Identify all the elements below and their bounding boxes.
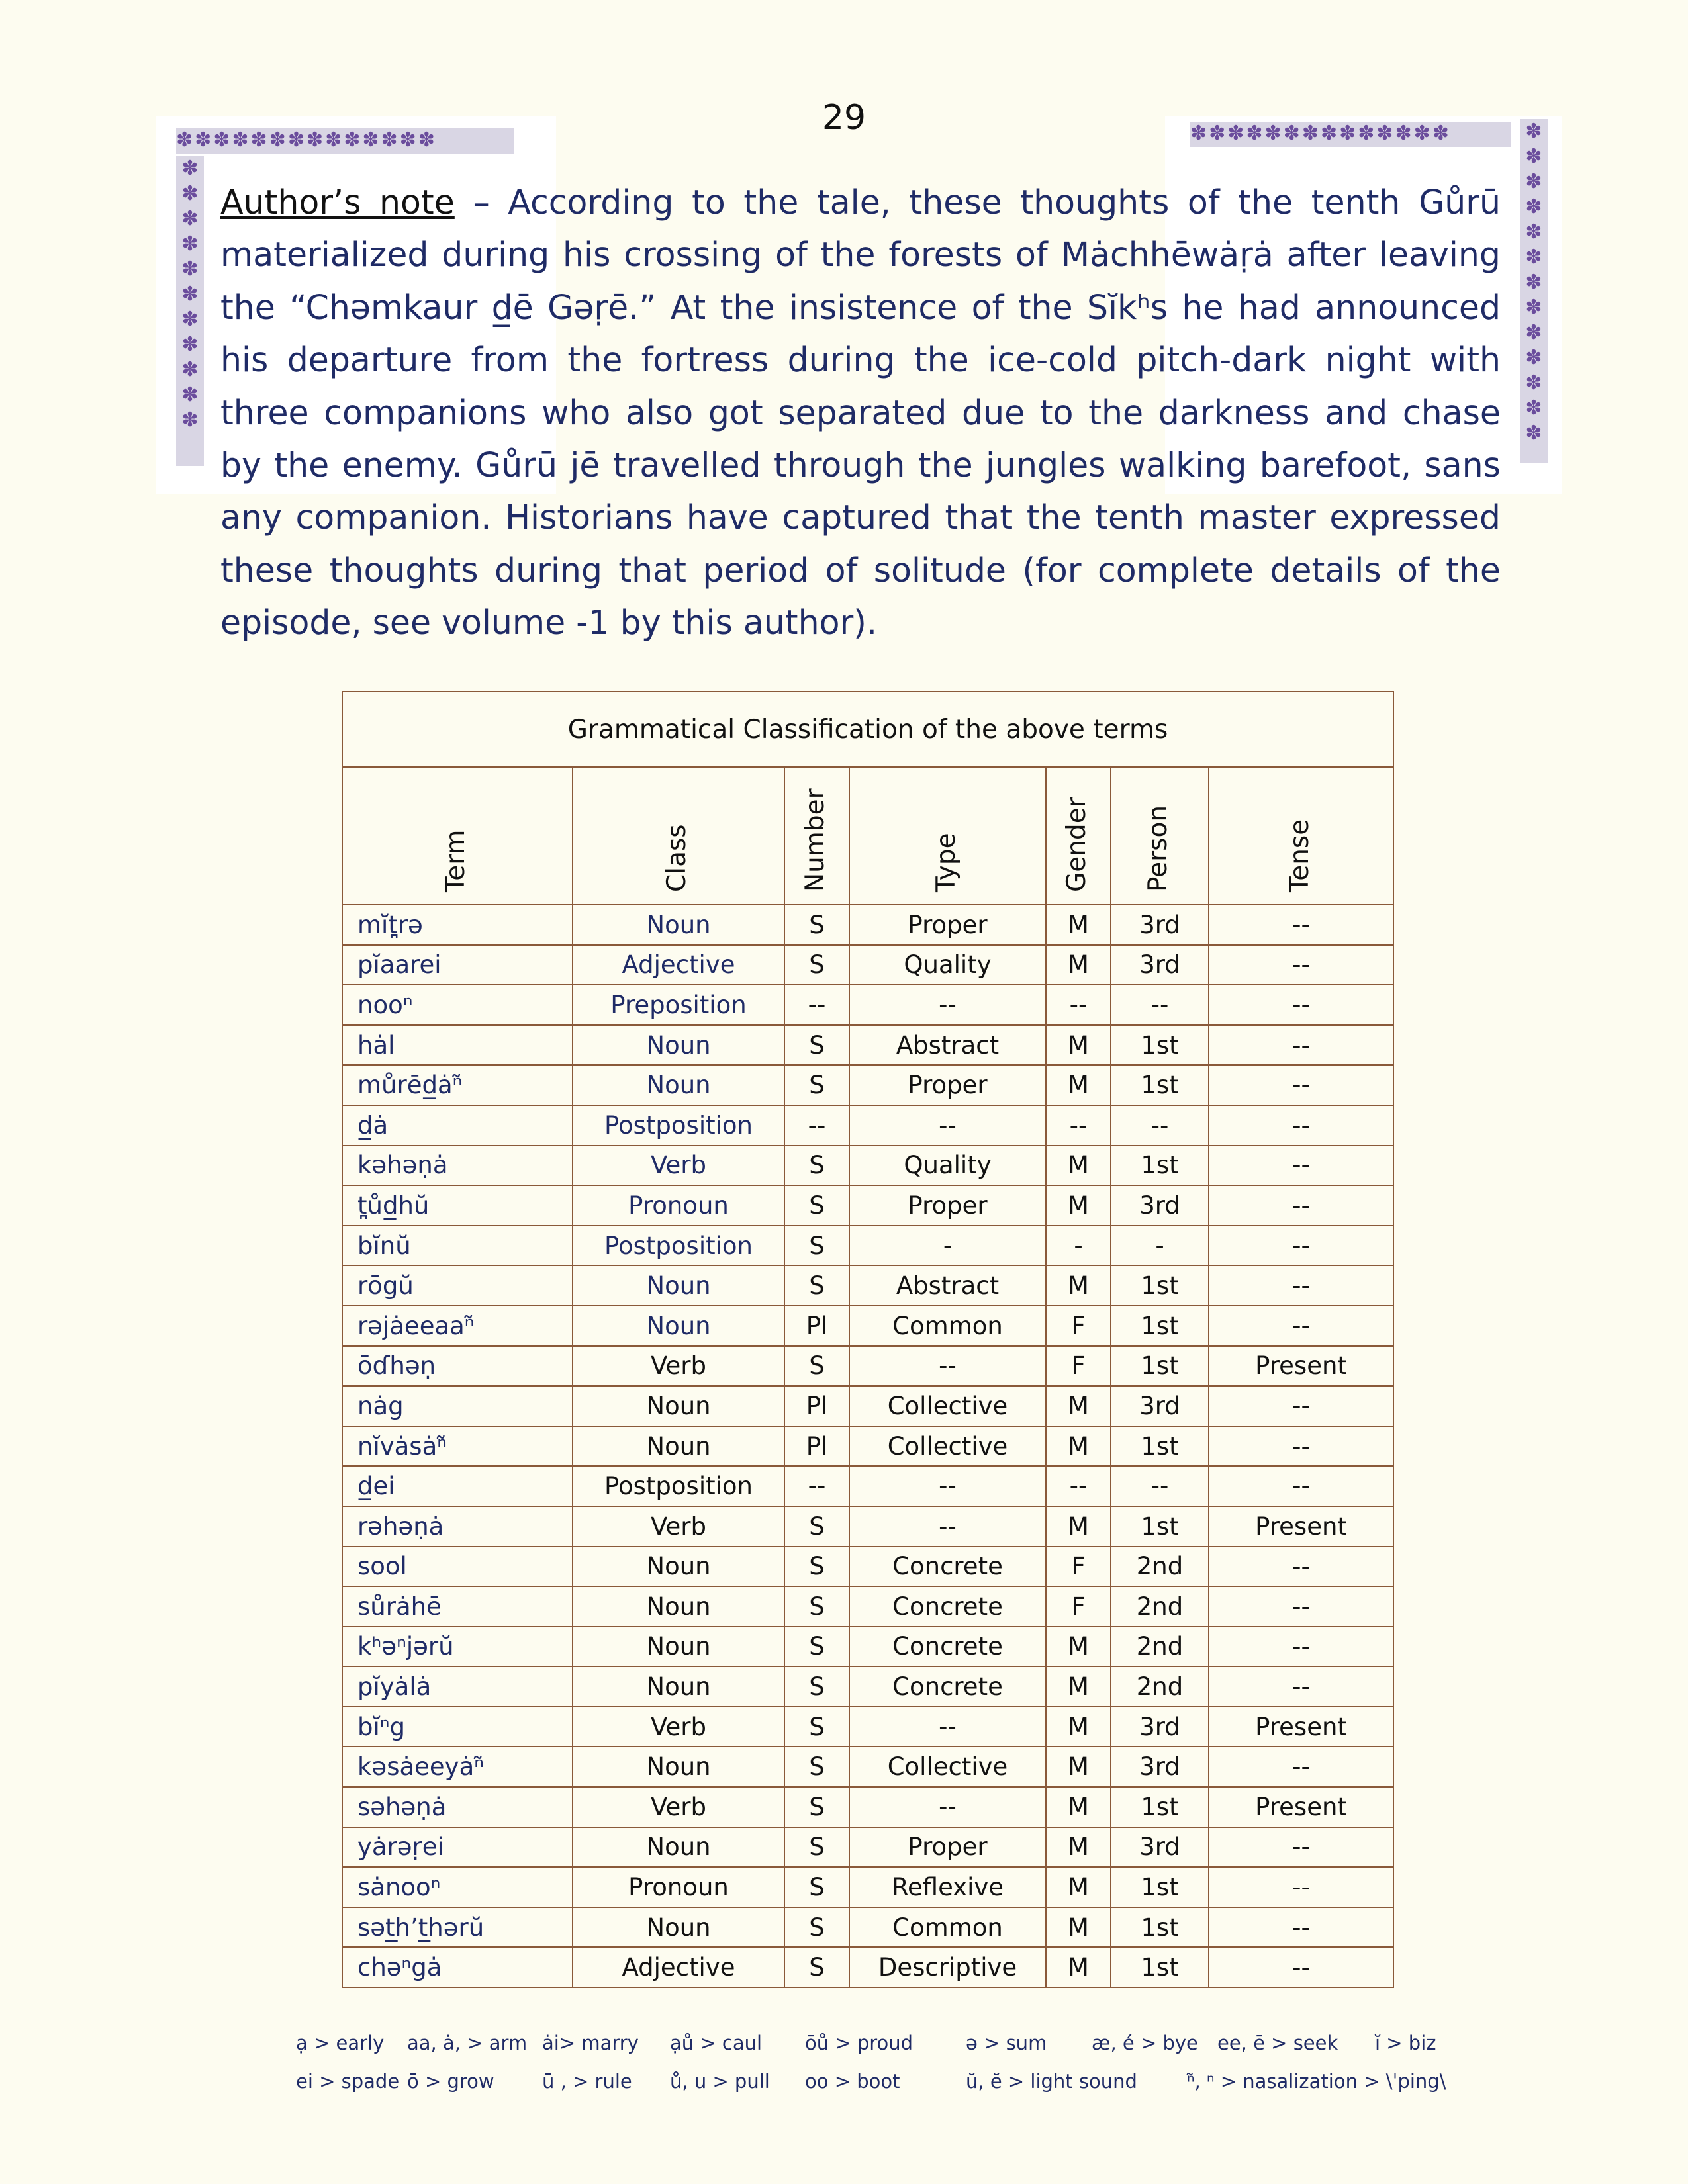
author-note <box>220 176 1501 649</box>
cell-term: pĭyȧlȧ <box>342 1666 573 1707</box>
column-header-person <box>1111 767 1209 905</box>
table-row <box>342 1867 1393 1907</box>
table-row <box>342 1065 1393 1105</box>
column-header-label: Gender <box>1062 797 1092 892</box>
cell-type: Proper <box>849 905 1046 945</box>
cell-tense: -- <box>1209 1065 1393 1105</box>
cell-gender: M <box>1046 1827 1111 1868</box>
cell-person: 1st <box>1111 1265 1209 1306</box>
cell-class: Verb <box>573 1707 784 1747</box>
cell-tense: -- <box>1209 1386 1393 1426</box>
cell-term: rəhəṇȧ <box>342 1506 573 1547</box>
cell-gender: M <box>1046 1627 1111 1667</box>
cell-person: 2nd <box>1111 1666 1209 1707</box>
table-caption: Grammatical Classification of the above terms <box>342 692 1393 767</box>
cell-type: Proper <box>849 1065 1046 1105</box>
cell-person: 1st <box>1111 1146 1209 1186</box>
cell-person: 2nd <box>1111 1627 1209 1667</box>
table-row <box>342 1426 1393 1467</box>
cell-type: Concrete <box>849 1547 1046 1587</box>
cell-gender: F <box>1046 1547 1111 1587</box>
cell-person: -- <box>1111 1466 1209 1506</box>
cell-class: Noun <box>573 1666 784 1707</box>
cell-type: Common <box>849 1907 1046 1948</box>
column-header-label: Number <box>800 788 830 892</box>
cell-number: S <box>784 1025 849 1066</box>
cell-person: 2nd <box>1111 1547 1209 1587</box>
legend-item: oo > boot <box>805 2070 900 2093</box>
column-header-label: Type <box>931 833 961 892</box>
table-row <box>342 1787 1393 1827</box>
grammar-table <box>342 691 1394 1988</box>
table-row <box>342 1506 1393 1547</box>
cell-type: Proper <box>849 1827 1046 1868</box>
column-header-label: Class <box>662 824 692 892</box>
cell-term: můrēd̲ȧⁿ̃ <box>342 1065 573 1105</box>
column-header-label: Tense <box>1284 819 1315 892</box>
cell-tense: -- <box>1209 1306 1393 1346</box>
cell-tense: -- <box>1209 1146 1393 1186</box>
table-row <box>342 1547 1393 1587</box>
cell-gender: -- <box>1046 985 1111 1025</box>
cell-person: 3rd <box>1111 1707 1209 1747</box>
legend-item: ĭ > biz <box>1375 2032 1436 2054</box>
table-row <box>342 1586 1393 1627</box>
cell-class: Noun <box>573 1065 784 1105</box>
cell-person: 3rd <box>1111 1386 1209 1426</box>
cell-number: -- <box>784 1466 849 1506</box>
cell-tense: -- <box>1209 1426 1393 1467</box>
cell-tense: -- <box>1209 1827 1393 1868</box>
cell-term: bĭⁿg <box>342 1707 573 1747</box>
table-row <box>342 945 1393 985</box>
cell-person: 3rd <box>1111 905 1209 945</box>
legend-item: ū , > rule <box>542 2070 632 2093</box>
cell-number: S <box>784 1586 849 1627</box>
cell-gender: M <box>1046 1506 1111 1547</box>
cell-number: S <box>784 1065 849 1105</box>
table-row <box>342 1827 1393 1868</box>
cell-term: nĭvȧsȧⁿ̃ <box>342 1426 573 1467</box>
cell-class: Postposition <box>573 1105 784 1146</box>
cell-class: Preposition <box>573 985 784 1025</box>
cell-term: mĭt̪rə <box>342 905 573 945</box>
cell-number: Pl <box>784 1306 849 1346</box>
cell-tense: -- <box>1209 1627 1393 1667</box>
cell-term: pĭaarei <box>342 945 573 985</box>
cell-person: 1st <box>1111 1867 1209 1907</box>
legend-item: ō > grow <box>407 2070 494 2093</box>
column-header-gender <box>1046 767 1111 905</box>
cell-person: 1st <box>1111 1025 1209 1066</box>
cell-number: S <box>784 1506 849 1547</box>
cell-tense: -- <box>1209 1666 1393 1707</box>
cell-term: chəⁿgȧ <box>342 1947 573 1987</box>
cell-number: S <box>784 1747 849 1787</box>
cell-number: S <box>784 1787 849 1827</box>
cell-number: S <box>784 905 849 945</box>
cell-gender: M <box>1046 1386 1111 1426</box>
cell-type: Reflexive <box>849 1867 1046 1907</box>
cell-type: -- <box>849 1466 1046 1506</box>
cell-class: Noun <box>573 1265 784 1306</box>
cell-gender: M <box>1046 1947 1111 1987</box>
cell-number: Pl <box>784 1426 849 1467</box>
table-row <box>342 1265 1393 1306</box>
cell-tense: Present <box>1209 1787 1393 1827</box>
cell-type: Collective <box>849 1747 1046 1787</box>
cell-term: nȧg <box>342 1386 573 1426</box>
legend-item: aa, ȧ, > arm <box>407 2032 528 2054</box>
table-row <box>342 1907 1393 1948</box>
table-row <box>342 1346 1393 1387</box>
cell-gender: M <box>1046 1747 1111 1787</box>
cell-person: -- <box>1111 985 1209 1025</box>
cell-tense: -- <box>1209 1226 1393 1266</box>
cell-gender: - <box>1046 1226 1111 1266</box>
page-number: 29 <box>821 98 867 138</box>
cell-tense: -- <box>1209 945 1393 985</box>
cell-number: S <box>784 1867 849 1907</box>
table-row <box>342 1947 1393 1987</box>
cell-number: S <box>784 1707 849 1747</box>
legend-item: ạů > caul <box>670 2032 763 2054</box>
column-header-term <box>342 767 573 905</box>
cell-tense: Present <box>1209 1346 1393 1387</box>
cell-class: Noun <box>573 1907 784 1948</box>
table-row <box>342 1185 1393 1226</box>
cell-number: S <box>784 1265 849 1306</box>
cell-term: hȧl <box>342 1025 573 1066</box>
cell-term: ōɗhəṇ <box>342 1346 573 1387</box>
legend-item: ⁿ̃, ⁿ > nasalization > \ˈping\ <box>1187 2070 1446 2093</box>
cell-term: sůrȧhē <box>342 1586 573 1627</box>
legend-item: ȧi> marry <box>542 2032 639 2054</box>
cell-class: Pronoun <box>573 1867 784 1907</box>
cell-term: d̲ȧ <box>342 1105 573 1146</box>
cell-number: Pl <box>784 1386 849 1426</box>
cell-class: Postposition <box>573 1226 784 1266</box>
cell-type: -- <box>849 1787 1046 1827</box>
cell-number: S <box>784 945 849 985</box>
cell-term: kəsȧeeyȧⁿ̃ <box>342 1747 573 1787</box>
table-row <box>342 1466 1393 1506</box>
table-row <box>342 1627 1393 1667</box>
cell-term: rōgŭ <box>342 1265 573 1306</box>
legend-item: ạ > early <box>296 2032 385 2054</box>
table-row <box>342 1386 1393 1426</box>
cell-number: S <box>784 1947 849 1987</box>
cell-class: Verb <box>573 1346 784 1387</box>
cell-class: Noun <box>573 1747 784 1787</box>
cell-gender: M <box>1046 945 1111 985</box>
column-header-class <box>573 767 784 905</box>
cell-class: Pronoun <box>573 1185 784 1226</box>
cell-type: - <box>849 1226 1046 1266</box>
cell-tense: -- <box>1209 1586 1393 1627</box>
cell-person: 1st <box>1111 1306 1209 1346</box>
column-header-tense <box>1209 767 1393 905</box>
cell-class: Noun <box>573 1025 784 1066</box>
cell-tense: -- <box>1209 1025 1393 1066</box>
cell-gender: M <box>1046 1787 1111 1827</box>
cell-person: 3rd <box>1111 1827 1209 1868</box>
flower-border-right: ✽✽✽✽✽✽✽✽✽✽✽✽✽ <box>1520 119 1548 463</box>
cell-term: səhəṇȧ <box>342 1787 573 1827</box>
cell-gender: -- <box>1046 1466 1111 1506</box>
cell-type: -- <box>849 1105 1046 1146</box>
cell-gender: F <box>1046 1586 1111 1627</box>
cell-tense: -- <box>1209 1947 1393 1987</box>
cell-number: S <box>784 1627 849 1667</box>
cell-type: -- <box>849 1346 1046 1387</box>
flower-border-top-left: ✽✽✽✽✽✽✽✽✽✽✽✽✽✽ <box>176 128 514 154</box>
cell-term: d̲ei <box>342 1466 573 1506</box>
flower-border-left: ✽✽✽✽✽✽✽✽✽✽✽ <box>176 156 204 466</box>
cell-gender: M <box>1046 1146 1111 1186</box>
table-row <box>342 1747 1393 1787</box>
cell-person: - <box>1111 1226 1209 1266</box>
cell-type: Proper <box>849 1185 1046 1226</box>
cell-class: Adjective <box>573 1947 784 1987</box>
cell-person: 1st <box>1111 1506 1209 1547</box>
cell-gender: F <box>1046 1306 1111 1346</box>
cell-class: Verb <box>573 1787 784 1827</box>
table-row <box>342 1025 1393 1066</box>
cell-type: Concrete <box>849 1627 1046 1667</box>
cell-person: 1st <box>1111 1907 1209 1948</box>
flower-border-top-right: ✽✽✽✽✽✽✽✽✽✽✽✽✽✽ <box>1190 122 1511 147</box>
cell-class: Verb <box>573 1506 784 1547</box>
cell-type: Concrete <box>849 1586 1046 1627</box>
table-row <box>342 1306 1393 1346</box>
table-row <box>342 1146 1393 1186</box>
cell-person: 1st <box>1111 1426 1209 1467</box>
cell-type: Quality <box>849 945 1046 985</box>
cell-person: -- <box>1111 1105 1209 1146</box>
cell-class: Noun <box>573 1306 784 1346</box>
author-note-body: – According to the tale, these thoughts of the tenth Gůrū materialized during his crossing of the forests of Mȧchhēwȧṛȧ after leaving the “Chəmkaur d̲ē Gəṛē.” At the insistence of the Sĭkʰs he had announced his departure from the fortress during the ice-cold pitch-dark night with three companions who also got separated due to the darkness and chase by the enemy. Gůrū jē travelled through the jungles walking barefoot, sans any companion. Historians have captured that the tenth master expressed these thoughts during that period of solitude (for complete details of the episode, see volume -1 by this author). <box>220 183 1501 643</box>
cell-gender: M <box>1046 1707 1111 1747</box>
cell-tense: Present <box>1209 1707 1393 1747</box>
legend-item: æ, é > bye <box>1092 2032 1198 2054</box>
cell-class: Noun <box>573 905 784 945</box>
cell-number: S <box>784 1146 849 1186</box>
cell-tense: -- <box>1209 1265 1393 1306</box>
table-row <box>342 1105 1393 1146</box>
cell-class: Noun <box>573 1426 784 1467</box>
cell-tense: -- <box>1209 905 1393 945</box>
cell-number: -- <box>784 1105 849 1146</box>
cell-class: Noun <box>573 1627 784 1667</box>
cell-tense: -- <box>1209 985 1393 1025</box>
cell-type: Collective <box>849 1386 1046 1426</box>
cell-class: Adjective <box>573 945 784 985</box>
cell-term: kʰəⁿjərŭ <box>342 1627 573 1667</box>
column-header-number <box>784 767 849 905</box>
cell-person: 1st <box>1111 1947 1209 1987</box>
cell-tense: -- <box>1209 1105 1393 1146</box>
cell-type: Concrete <box>849 1666 1046 1707</box>
cell-class: Noun <box>573 1827 784 1868</box>
legend-item: ŭ, ĕ > light sound <box>966 2070 1137 2093</box>
cell-class: Verb <box>573 1146 784 1186</box>
cell-class: Noun <box>573 1547 784 1587</box>
cell-term: yȧrəṛei <box>342 1827 573 1868</box>
cell-person: 1st <box>1111 1346 1209 1387</box>
cell-term: rəjȧeeaaⁿ̃ <box>342 1306 573 1346</box>
legend-item: ů, u > pull <box>670 2070 770 2093</box>
cell-type: Collective <box>849 1426 1046 1467</box>
cell-term: bĭnŭ <box>342 1226 573 1266</box>
cell-gender: F <box>1046 1346 1111 1387</box>
cell-number: S <box>784 1547 849 1587</box>
cell-gender: M <box>1046 1907 1111 1948</box>
cell-person: 1st <box>1111 1787 1209 1827</box>
cell-tense: -- <box>1209 1907 1393 1948</box>
cell-number: S <box>784 1226 849 1266</box>
cell-type: -- <box>849 1707 1046 1747</box>
cell-gender: M <box>1046 1666 1111 1707</box>
cell-type: -- <box>849 1506 1046 1547</box>
table-row <box>342 1226 1393 1266</box>
cell-class: Noun <box>573 1586 784 1627</box>
cell-class: Noun <box>573 1386 784 1426</box>
table-row <box>342 1666 1393 1707</box>
table-row <box>342 985 1393 1025</box>
cell-tense: -- <box>1209 1547 1393 1587</box>
cell-person: 3rd <box>1111 945 1209 985</box>
cell-term: nooⁿ <box>342 985 573 1025</box>
cell-person: 3rd <box>1111 1747 1209 1787</box>
cell-number: S <box>784 1346 849 1387</box>
cell-person: 1st <box>1111 1065 1209 1105</box>
cell-number: S <box>784 1907 849 1948</box>
cell-person: 3rd <box>1111 1185 1209 1226</box>
cell-number: S <box>784 1827 849 1868</box>
cell-tense: Present <box>1209 1506 1393 1547</box>
legend-item: ei > spade <box>296 2070 400 2093</box>
cell-tense: -- <box>1209 1185 1393 1226</box>
cell-type: Abstract <box>849 1025 1046 1066</box>
cell-gender: -- <box>1046 1105 1111 1146</box>
cell-type: -- <box>849 985 1046 1025</box>
cell-person: 2nd <box>1111 1586 1209 1627</box>
cell-gender: M <box>1046 1065 1111 1105</box>
cell-number: S <box>784 1185 849 1226</box>
table-row <box>342 905 1393 945</box>
legend-item: ə > sum <box>966 2032 1047 2054</box>
column-header-type <box>849 767 1046 905</box>
column-header-label: Person <box>1143 805 1173 892</box>
cell-tense: -- <box>1209 1747 1393 1787</box>
author-note-title: Author’s note <box>220 183 455 222</box>
column-header-label: Term <box>441 829 471 892</box>
cell-gender: M <box>1046 1867 1111 1907</box>
cell-type: Descriptive <box>849 1947 1046 1987</box>
cell-type: Quality <box>849 1146 1046 1186</box>
cell-term: sət̲h’t̲hərŭ <box>342 1907 573 1948</box>
cell-gender: M <box>1046 1426 1111 1467</box>
legend-item: ōů > proud <box>805 2032 914 2054</box>
cell-type: Common <box>849 1306 1046 1346</box>
legend-item: ee, ē > seek <box>1217 2032 1338 2054</box>
cell-term: sool <box>342 1547 573 1587</box>
cell-tense: -- <box>1209 1867 1393 1907</box>
cell-term: sȧnooⁿ <box>342 1867 573 1907</box>
cell-type: Abstract <box>849 1265 1046 1306</box>
cell-class: Postposition <box>573 1466 784 1506</box>
cell-gender: M <box>1046 1025 1111 1066</box>
cell-gender: M <box>1046 1265 1111 1306</box>
cell-term: kəhəṇȧ <box>342 1146 573 1186</box>
cell-gender: M <box>1046 905 1111 945</box>
cell-term: t̪ůd̲hŭ <box>342 1185 573 1226</box>
cell-gender: M <box>1046 1185 1111 1226</box>
cell-tense: -- <box>1209 1466 1393 1506</box>
cell-number: -- <box>784 985 849 1025</box>
table-row <box>342 1707 1393 1747</box>
cell-number: S <box>784 1666 849 1707</box>
